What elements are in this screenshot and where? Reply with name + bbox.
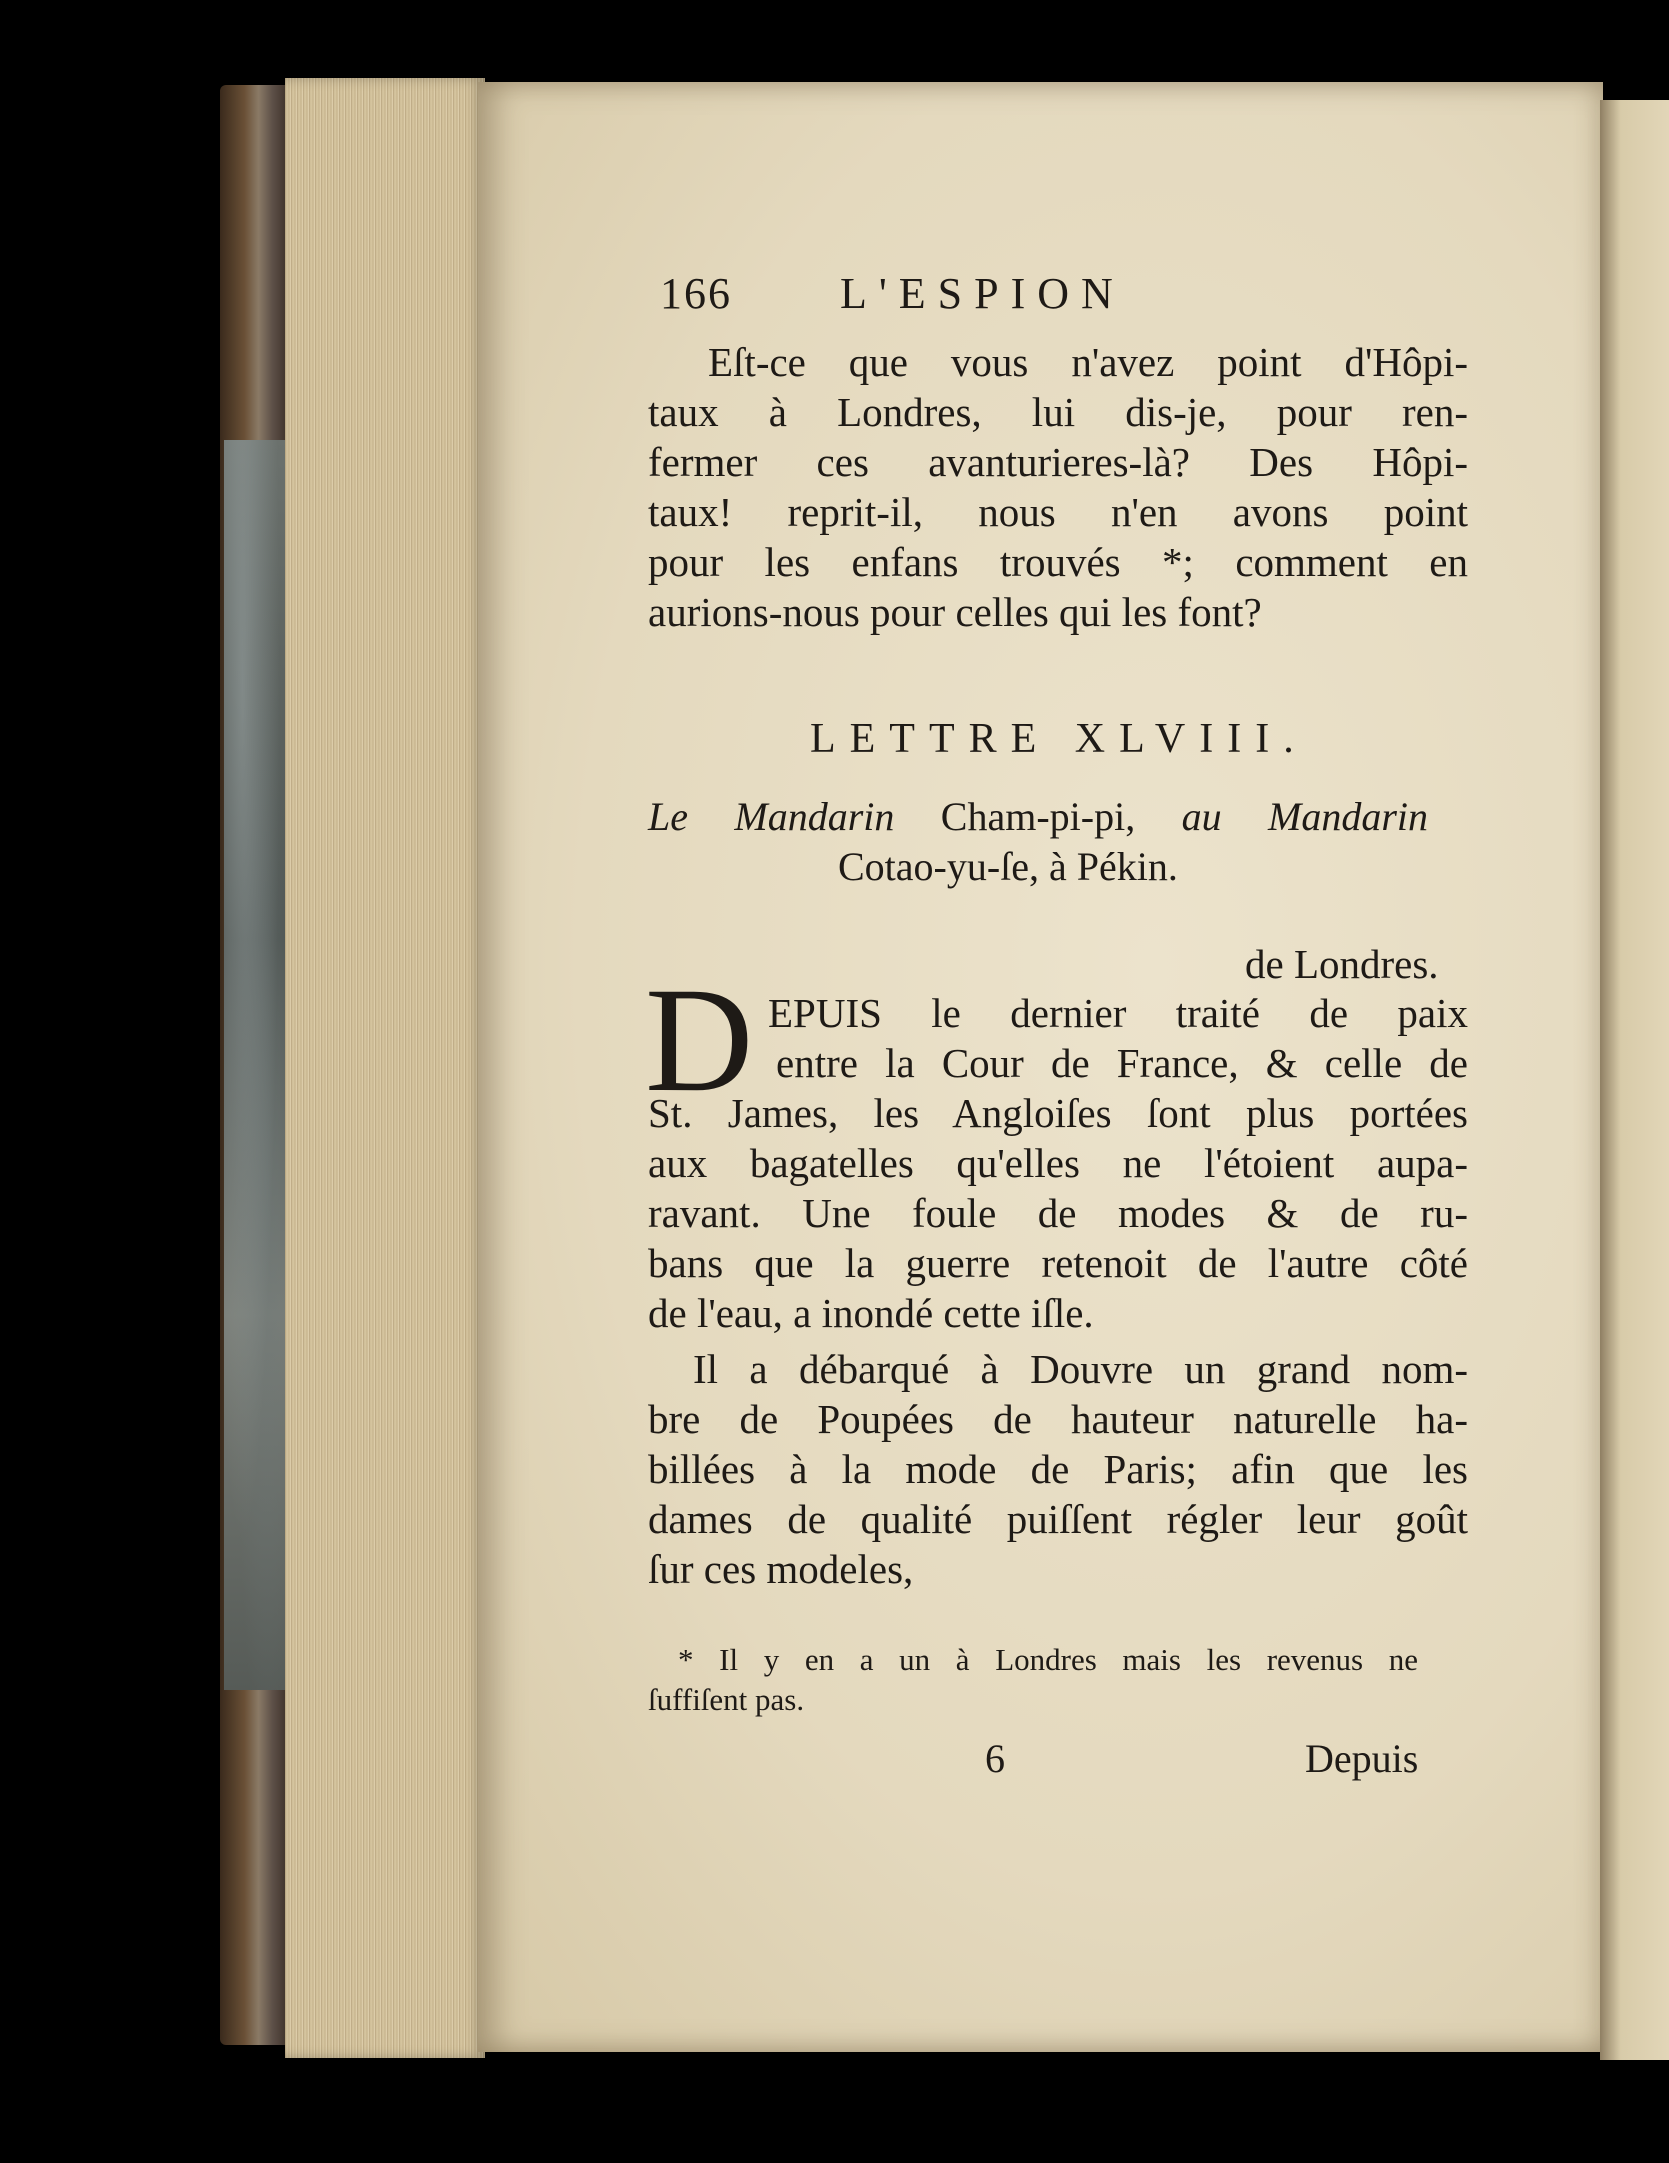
letter-heading: LETTRE XLVIII.: [810, 716, 1308, 762]
letter-place: de Londres.: [1245, 941, 1439, 987]
footnote-line: ſuffiſent pas.: [648, 1682, 805, 1717]
paragraph-1: [648, 337, 1468, 637]
text-line: St. James, les Angloiſes ſont plus portées: [648, 1090, 1468, 1136]
text-line: taux! reprit-il, nous n'en avons point: [648, 489, 1468, 535]
running-header: [660, 268, 1480, 328]
page-edges: [285, 78, 485, 2058]
text-line: Il a débarqué à Douvre un grand nom-: [693, 1346, 1468, 1392]
address-title-a: Le Mandarin: [648, 794, 895, 839]
footnote: [648, 1640, 1418, 1720]
text-line: fermer ces avanturieres-là? Des Hôpi-: [648, 439, 1468, 485]
marbled-cover: [224, 440, 286, 1690]
text-line: taux à Londres, lui dis-je, pour ren-: [648, 389, 1468, 435]
page-number: 166: [660, 269, 732, 318]
text-line: billées à la mode de Paris; afin que les: [648, 1446, 1468, 1492]
text-line: aux bagatelles qu'elles ne l'étoient aupa-: [648, 1140, 1468, 1186]
text-line: entre la Cour de France, & celle de: [776, 1040, 1468, 1086]
catchword: Depuis: [1305, 1736, 1419, 1781]
text-line: dames de qualité puiſſent régler leur goût: [648, 1496, 1468, 1542]
address-line-1: [648, 793, 1428, 840]
text-line: pour les enfans trouvés *; comment en: [648, 539, 1468, 585]
text-line: ſur ces modeles,: [648, 1546, 914, 1592]
address-line-2: Cotao-yu-ſe, à Pékin.: [838, 844, 1178, 889]
drop-cap: D: [645, 957, 754, 1123]
text-line: EPUIS le dernier traité de paix: [768, 990, 1468, 1036]
running-title: L'ESPION: [840, 269, 1125, 318]
address-name: Cham-pi-pi,: [894, 794, 1182, 839]
text-line: bre de Poupées de hauteur naturelle ha-: [648, 1396, 1468, 1442]
address-title-b: au Mandarin: [1181, 794, 1429, 839]
text-line: bans que la guerre retenoit de l'autre côté: [648, 1240, 1468, 1286]
footnote-line: * Il y en a un à Londres mais les revenus ne: [678, 1642, 1418, 1677]
text-line: aurions-nous pour celles qui les font?: [648, 589, 1262, 635]
paragraph-3: [648, 1344, 1468, 1594]
text-line: de l'eau, a inondé cette iſle.: [648, 1290, 1094, 1336]
text-line: ravant. Une foule de modes & de ru-: [648, 1190, 1468, 1236]
signature-mark: 6: [985, 1736, 1005, 1781]
facing-page-edge: [1600, 100, 1669, 2060]
text-line: Eſt-ce que vous n'avez point d'Hôpi-: [708, 339, 1468, 385]
paragraph-2: [648, 988, 1468, 1338]
